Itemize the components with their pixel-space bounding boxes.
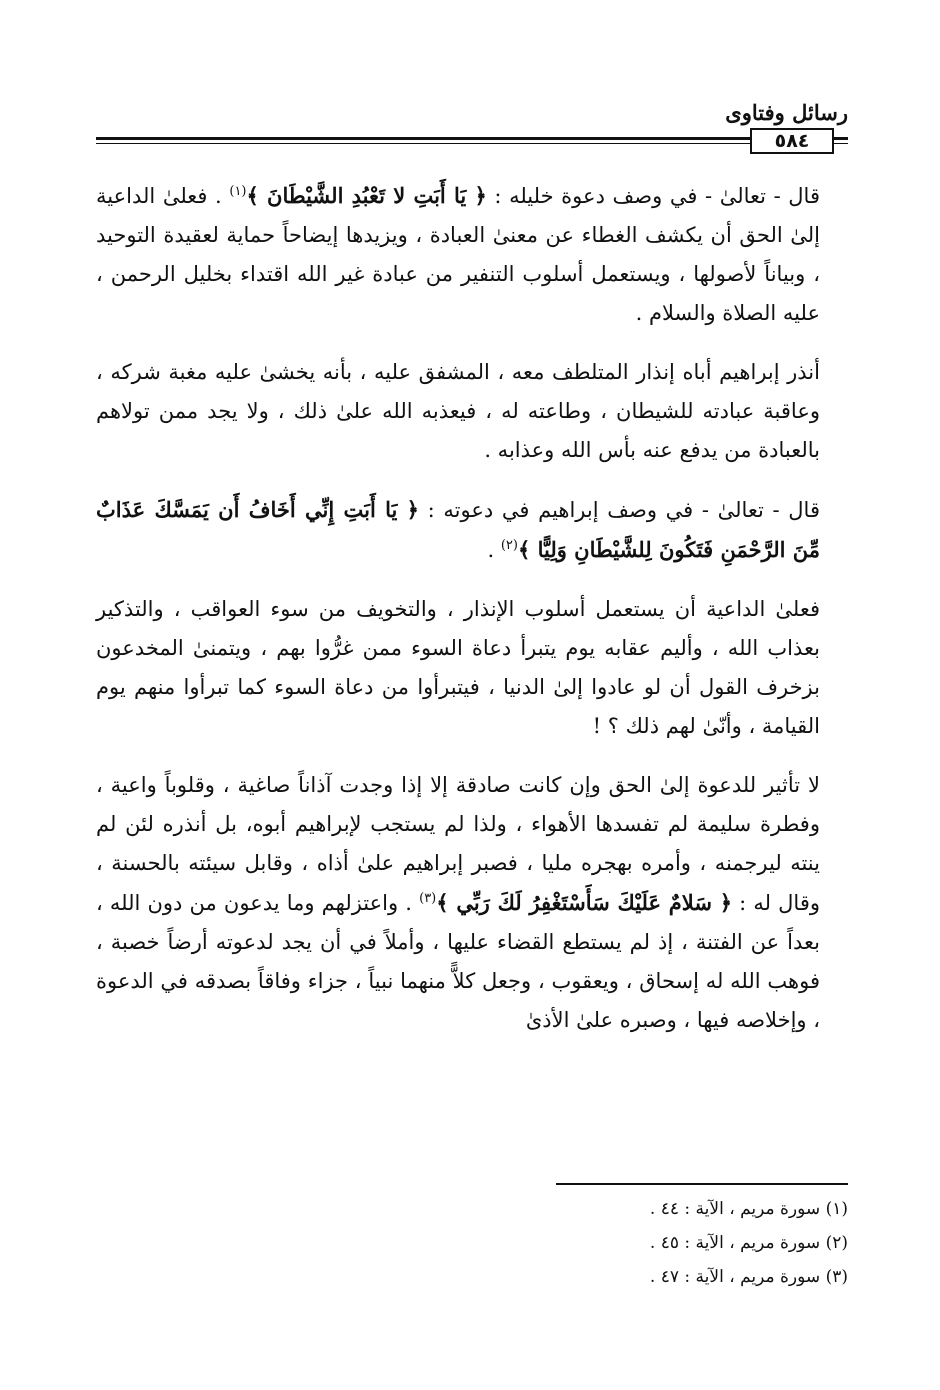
footnote-3: (٣) سورة مريم ، الآية : ٤٧ . [649, 1267, 848, 1287]
paragraph-4 [96, 590, 848, 746]
header-rule-thick [96, 137, 848, 140]
footnote-ref: (٢) [500, 538, 518, 553]
quran-quote: ﴿ يَا أَبَتِ لا تَعْبُدِ الشَّيْطَانَ ﴾ [246, 183, 487, 208]
paragraph-text: . فعلىٰ الداعية إلىٰ الحق أن يكشف الغطاء عن معنىٰ العبادة ، ويزيدها إيضاحاً حماية لعقيدة التوحيد ، وبياناً لأصولها ، ويستعمل أسلوب التنفير من عبادة غير الله اقتداء بخليل الرحمن ، عليه الصلاة والسلام . [96, 184, 820, 325]
footnote-ref: (١) [229, 184, 247, 199]
paragraph-text: . [487, 538, 501, 562]
header-rule-thin [96, 143, 848, 144]
paragraph-text: قال - تعالىٰ - في وصف دعوة خليله : [486, 184, 820, 208]
paragraph-5 [96, 766, 848, 1040]
footnote-2: (٢) سورة مريم ، الآية : ٤٥ . [649, 1233, 848, 1253]
paragraph-text: أنذر إبراهيم أباه إنذار المتلطف معه ، المشفق عليه ، بأنه يخشىٰ عليه مغبة شركه ، وعاقبة عبادته للشيطان ، وطاعته له ، فيعذبه الله علىٰ ذلك ، ولا يجد ممن تولاهم بالعبادة من يدفع عنه بأس الله وعذابه . [96, 360, 820, 462]
page-number: ٥٨٤ [750, 128, 834, 154]
paragraph-3 [96, 490, 848, 570]
quran-quote: ﴿ سَلامٌ عَلَيْكَ سَأَسْتَغْفِرُ لَكَ رَبِّي ﴾ [436, 890, 733, 915]
quran-quote: ﴿ يَا أَبَتِ إِنِّي أَخَافُ أَن يَمَسَّكَ عَذَابٌ مِّنَ الرَّحْمَنِ فَتَكُونَ لِلشَّيْطَانِ وَلِيًّا ﴾ [96, 497, 820, 562]
book-title: رسائل وفتاوى [725, 100, 848, 125]
main-text [96, 176, 848, 1060]
paragraph-text: قال - تعالىٰ - في وصف إبراهيم في دعوته : [418, 498, 820, 522]
paragraph-text: . واعتزلهم وما يدعون من دون الله ، بعداً عن الفتنة ، إذ لم يستطع القضاء عليها ، وأملاً في أن يجد لدعوته أرضاً خصبة ، فوهب الله له إسحاق ، ويعقوب ، وجعل كلاًّ منهما نبياً ، جزاء وفاقاً بصدقه في الدعوة ، وإخلاصه فيها ، وصبره علىٰ الأذىٰ [96, 891, 820, 1032]
paragraph-1 [96, 176, 848, 333]
footnote-separator [556, 1183, 848, 1185]
paragraph-2 [96, 353, 848, 470]
paragraph-text: لا تأثير للدعوة إلىٰ الحق وإن كانت صادقة إلا إذا وجدت آذاناً صاغية ، وقلوباً واعية ، وفطرة سليمة لم تفسدها الأهواء ، ولذا لم يستجب لإبراهيم أبوه، بل أنذره لئن لم ينته ليرجمنه ، وأمره بهجره مليا ، فصبر إبراهيم علىٰ أذاه ، وقابل سيئته بالحسنة ، وقال له : [96, 773, 820, 915]
footnote-1: (١) سورة مريم ، الآية : ٤٤ . [649, 1199, 848, 1219]
footnotes [460, 1192, 848, 1294]
paragraph-text: فعلىٰ الداعية أن يستعمل أسلوب الإنذار ، والتخويف من سوء العواقب ، والتذكير بعذاب الله ، وأليم عقابه يوم يتبرأ دعاة السوء ممن غرُّوا بهم ، ويتمنىٰ المخدعون بزخرف القول أن لو عادوا إلىٰ الدنيا ، فيتبرأوا من دعاة السوء كما تبرأوا منهم يوم القيامة ، وأنّىٰ لهم ذلك ؟ ! [96, 597, 820, 738]
page-header [96, 100, 848, 152]
footnote-ref: (٣) [419, 891, 437, 906]
